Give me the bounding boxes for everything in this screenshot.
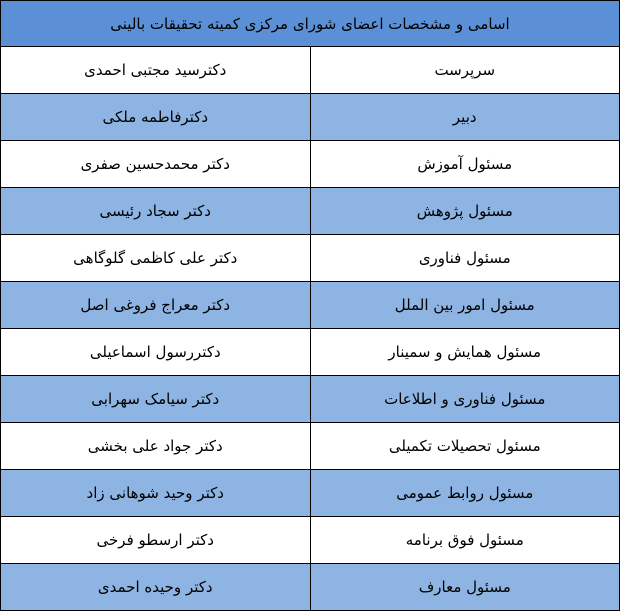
role-cell: سرپرست [310,47,620,94]
table-row [1,94,620,141]
name-cell: دکتر وحید شوهانی زاد [1,470,311,517]
role-cell: مسئول تحصیلات تکمیلی [310,423,620,470]
table-row [1,47,620,94]
role-cell: دبیر [310,94,620,141]
name-cell: دکتر ارسطو فرخی [1,517,311,564]
table-row [1,423,620,470]
table-row [1,470,620,517]
table-row [1,564,620,611]
table-row [1,329,620,376]
role-cell: مسئول فناوری و اطلاعات [310,376,620,423]
table-row [1,141,620,188]
name-cell: دکتر علی کاظمی گلوگاهی [1,235,311,282]
role-cell: مسئول فناوری [310,235,620,282]
table-header-row [1,1,620,47]
role-cell: مسئول فوق برنامه [310,517,620,564]
name-cell: دکتر سیامک سهرابی [1,376,311,423]
name-cell: دکتر جواد علی بخشی [1,423,311,470]
role-cell: مسئول روابط عمومی [310,470,620,517]
role-cell: مسئول پژوهش [310,188,620,235]
name-cell: دکتر معراج فروغی اصل [1,282,311,329]
table-title: اسامی و مشخصات اعضای شورای مرکزی کمیته تحقیقات بالینی [1,1,620,47]
table-row [1,376,620,423]
name-cell: دکتر وحیده احمدی [1,564,311,611]
role-cell: مسئول آموزش [310,141,620,188]
role-cell: مسئول امور بین الملل [310,282,620,329]
name-cell: دکتر محمدحسین صفری [1,141,311,188]
table-row [1,235,620,282]
name-cell: دکترسید مجتبی احمدی [1,47,311,94]
name-cell: دکترفاطمه ملکی [1,94,311,141]
name-cell: دکتررسول اسماعیلی [1,329,311,376]
role-cell: مسئول معارف [310,564,620,611]
table-row [1,282,620,329]
table-row [1,188,620,235]
name-cell: دکتر سجاد رئیسی [1,188,311,235]
role-cell: مسئول همایش و سمینار [310,329,620,376]
table-row [1,517,620,564]
